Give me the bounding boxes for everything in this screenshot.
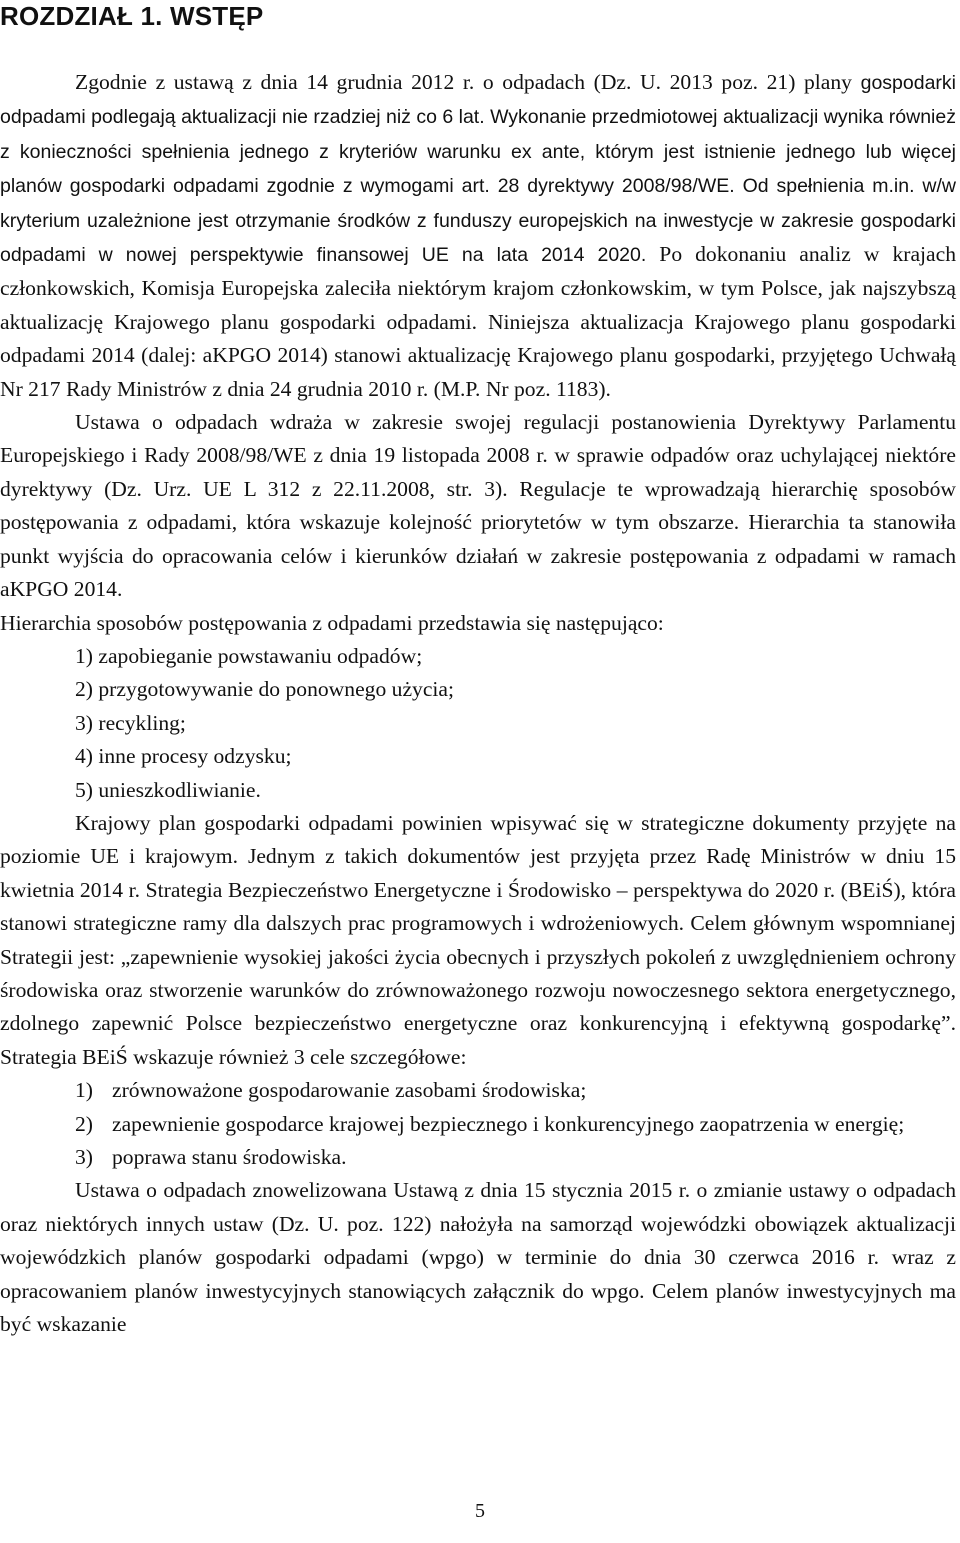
goal-number: 2)	[75, 1111, 93, 1136]
goal-item	[0, 1074, 956, 1107]
hierarchy-list	[0, 640, 956, 807]
goal-text: poprawa stanu środowiska.	[112, 1145, 347, 1169]
paragraph-strategy: Krajowy plan gospodarki odpadami powinien wpisywać się w strategiczne dokumenty przyjęte na poziomie UE i krajowym. Jednym z takich dokumentów jest przyjęta przez Radę Ministrów w dniu 15 kwietnia 2014 r. Strategia Bezpieczeństwo Energetyczne i Środowisko – perspektywa do 2020 r. (BEiŚ), która stanowi strategiczne ramy dla dalszych prac programowych i wdrożeniowych. Celem głównym wspomnianej Strategii jest: „zapewnienie wysokiej jakości życia obecnych i przyszłych pokoleń z uwzględnieniem ochrony środowiska oraz stworzenie warunków do zrównoważonego rozwoju nowoczesnego sektora energetycznego, zdolnego zapewnić Polsce bezpieczeństwo energetyczne oraz konkurencyjną i efektywną gospodarkę”. Strategia BEiŚ wskazuje również 3 cele szczegółowe:	[0, 810, 956, 1069]
goal-number: 1)	[75, 1078, 93, 1103]
paragraph-intro-part-3: Po dokonaniu analiz w krajach członkowskich, Komisja Europejska zaleciła niektórym krajom członkowskim, w tym Polsce, jak najszybszą aktualizację Krajowego planu gospodarki odpadami. Niniejsza aktualizacja Krajowego planu gospodarki odpadami 2014 (dalej: aKPGO 2014) stanowi aktualizację Krajowego planu gospodarki, przyjętego Uchwałą Nr 217 Rady Ministrów z dnia 24 grudnia 2010 r. (M.P. Nr poz. 1183).	[0, 242, 957, 401]
paragraph-hierarchy-intro: Hierarchia sposobów postępowania z odpadami przedstawia się następująco:	[0, 610, 664, 635]
hierarchy-item: 4) inne procesy odzysku;	[75, 744, 292, 769]
goals-list	[0, 1074, 956, 1174]
hierarchy-item: 1) zapobieganie powstawaniu odpadów;	[75, 643, 423, 668]
hierarchy-item: 5) unieszkodliwianie.	[75, 777, 261, 802]
paragraph-amendment: Ustawa o odpadach znowelizowana Ustawą z dnia 15 stycznia 2015 r. o zmianie ustawy o odpadach oraz niektórych innych ustaw (Dz. U. poz. 122) nałożyła na samorząd wojewódzki obowiązek aktualizacji wojewódzkich planów gospodarki odpadami (wpgo) w terminie do dnia 30 czerwca 2016 r. wraz z opracowaniem planów inwestycyjnych stanowiących załącznik do wpgo. Celem planów inwestycyjnych ma być wskazanie	[0, 1178, 956, 1337]
chapter-body	[0, 66, 956, 1341]
goal-item	[0, 1108, 956, 1141]
hierarchy-item: 2) przygotowywanie do ponownego użycia;	[75, 677, 454, 702]
chapter-title: ROZDZIAŁ 1. WSTĘP	[0, 1, 264, 31]
paragraph-intro-part-2: gospodarki odpadami podlegają aktualizacji nie rzadziej niż co 6 lat. Wykonanie przedmiotowej aktualizacji wynika również z konieczności spełnienia jednego z kryteriów warunku ex ante, którym jest istnienie jednego lub więcej planów gospodarki odpadami zgodnie z wymogami art. 28 dyrektywy 2008/98/WE. Od spełnienia m.in. w/w kryterium uzależnione jest otrzymanie środków z funduszy europejskich na inwestycje w zakresie gospodarki odpadami w nowej perspektywie finansowej UE na lata 2014 2020.	[0, 72, 956, 267]
page-number: 5	[475, 1500, 485, 1522]
goal-number: 3)	[75, 1145, 93, 1169]
paragraph-intro	[0, 66, 956, 406]
goal-text: zrównoważone gospodarowanie zasobami środowiska;	[112, 1078, 587, 1103]
paragraph-directive: Ustawa o odpadach wdraża w zakresie swojej regulacji postanowienia Dyrektywy Parlamentu Europejskiego i Rady 2008/98/WE z dnia 19 listopada 2008 r. w sprawie odpadów oraz uchylającej niektóre dyrektywy (Dz. Urz. UE L 312 z 22.11.2008, str. 3). Regulacje te wprowadzają hierarchię sposobów postępowania z odpadami, która wskazuje kolejność priorytetów w tym obszarze. Hierarchia ta stanowiła punkt wyjścia do opracowania celów i kierunków działań w zakresie postępowania z odpadami w ramach aKPGO 2014.	[0, 410, 956, 602]
goal-text: zapewnienie gospodarce krajowej bezpiecznego i konkurencyjnego zaopatrzenia w energię;	[112, 1111, 905, 1136]
goal-item	[0, 1141, 956, 1174]
hierarchy-item: 3) recykling;	[75, 710, 186, 735]
paragraph-intro-part-1: Zgodnie z ustawą z dnia 14 grudnia 2012 r. o odpadach (Dz. U. 2013 poz. 21) plany	[75, 70, 861, 94]
